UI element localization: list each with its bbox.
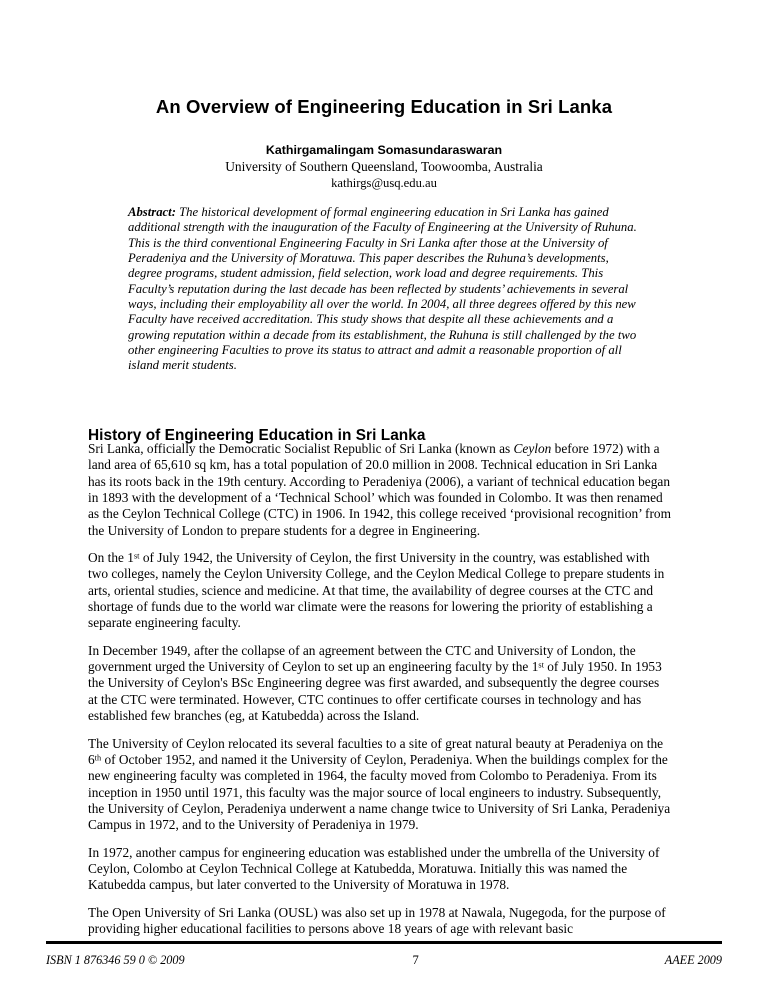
- text-run: before 1972) with a land area of 65,610 sq km, has a total population of 20.0 million in 2008. Technical education in Sri Lanka has its roots back in the 19th century. According to Peradeniya (2006), a variant of technical education began in 1893 with the development of a ‘Technical School’ which was founded in Colombo. It was then renamed as the Ceylon Technical College (CTC) in 1906. In 1942, this college received ‘provisional recognition’ from the University of London to prepare students for a degree in Engineering.: [88, 441, 671, 538]
- author-name: Kathirgamalingam Somasundaraswaran: [265, 143, 503, 157]
- author-email: kathirgs@usq.edu.au: [331, 176, 437, 190]
- abstract-label: Abstract:: [128, 205, 176, 219]
- ordinal-suffix: st: [133, 551, 140, 561]
- section-heading-history: History of Engineering Education in Sri Lanka: [88, 426, 426, 444]
- ordinal-suffix: st: [538, 660, 544, 670]
- body-paragraph: [88, 905, 671, 938]
- text-run: The University of Ceylon relocated its several faculties to a site of great natural beauty at Peradeniya on the 6: [88, 735, 664, 767]
- text-run: Sri Lanka, officially the Democratic Socialist Republic of Sri Lanka (known as: [88, 441, 514, 456]
- body-text: [88, 441, 671, 937]
- ordinal-suffix: th: [94, 753, 102, 763]
- body-paragraph: [88, 441, 671, 539]
- text-run: of July 1950. In 1953 the University of Ceylon's BSc Engineering degree was first awarded, and subsequently the degree courses at the CTC were terminated. However, CTC continues to offer certificate courses in technology and has established few branches (eg, at Katubedda) across the Island.: [88, 659, 662, 724]
- text-run: The Open University of Sri Lanka (OUSL) was also set up in 1978 at Nawala, Nugegoda, for the purpose of providing higher educational facilities to persons above 18 years of age with relevant basic: [88, 904, 666, 936]
- body-paragraph: [88, 550, 671, 632]
- body-paragraph: [88, 643, 671, 725]
- body-paragraph: [88, 845, 671, 894]
- text-run: of October 1952, and named it the University of Ceylon, Peradeniya. When the buildings complex for the new engineering faculty was completed in 1964, the faculty moved from Colombo to Peradeniya. From its inception in 1950 until 1971, this faculty was the major source of local engineers to industry. Subsequently, the University of Ceylon, Peradeniya underwent a name change twice to University of Sri Lanka, Peradeniya Campus in 1972, and to the University of Peradeniya in 1979.: [88, 751, 671, 833]
- footer-conference: AAEE 2009: [664, 952, 722, 967]
- footer-isbn: ISBN 1 876346 59 0 © 2009: [46, 952, 185, 967]
- body-paragraph: [88, 736, 671, 834]
- author-affiliation: University of Southern Queensland, Toowoomba, Australia: [225, 159, 543, 174]
- text-run: In December 1949, after the collapse of an agreement between the CTC and University of London, the government urged the University of Ceylon to set up an engineering faculty by the 1: [88, 642, 636, 675]
- abstract-block: [128, 205, 644, 374]
- page-footer: [46, 950, 722, 970]
- footer-page-number: 7: [412, 952, 419, 967]
- abstract-text: The historical development of formal engineering education in Sri Lanka has gained additional strength with the inauguration of the Faculty of Engineering at the University of Ruhuna. This is the third conventional Engineering Faculty in Sri Lanka after those at the University of Peradeniya and the University of Moratuwa. This paper describes the Ruhuna’s developments, degree programs, student admission, field selection, work load and degree requirements. This Faculty’s reputation during the last decade has been reflected by students’ achievements in several ways, including their employability all over the world. In 2004, all three degrees offered by this new Faculty have received accreditation. This study shows that despite all these achievements and a growing reputation within a decade from its establishment, the Ruhuna is still challenged by the two other engineering Faculties to prove its status to attract and admit a reasonable proportion of all island merit students.: [128, 205, 637, 373]
- text-run: In 1972, another campus for engineering education was established under the umbrella of the University of Ceylon, Colombo at Ceylon Technical College at Katubedda, Moratuwa. Initially this was named the Katubedda campus, but later converted to the University of Moratuwa in 1978.: [88, 844, 660, 893]
- text-run: of July 1942, the University of Ceylon, the first University in the country, was established with two colleges, namely the Ceylon University College, and the Ceylon Medical College to prepare students in arts, oriental studies, science and medicine. At that time, the availability of degree courses at the CTC and shortage of funds due to the world war climate were the reasons for lowering the priority of establishing a separate engineering faculty.: [88, 550, 665, 631]
- text-run: On the 1: [88, 550, 134, 566]
- emphasis-text: Ceylon: [513, 441, 552, 456]
- page-title: An Overview of Engineering Education in Sri Lanka: [155, 96, 613, 118]
- footer-divider: [46, 941, 722, 944]
- author-block: [60, 142, 708, 192]
